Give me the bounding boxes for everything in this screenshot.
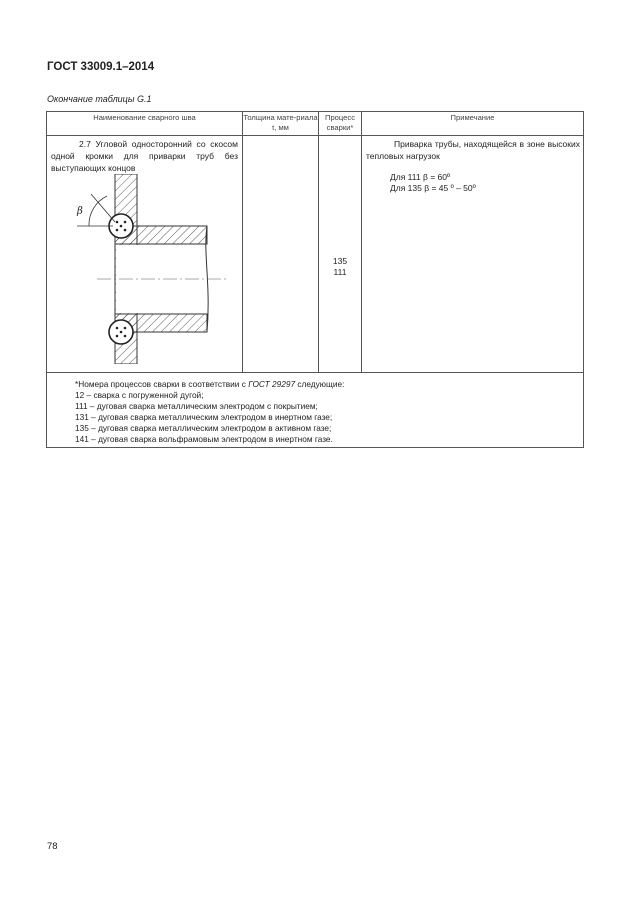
footnote-line: 12 – сварка с погруженной дугой; — [75, 390, 204, 400]
note-angle-111: Для 111 β = 60º — [390, 172, 451, 182]
document-header: ГОСТ 33009.1–2014 — [47, 61, 155, 73]
header-thickness: Толщина мате-риала t, мм — [243, 112, 319, 136]
table-g1 — [46, 111, 584, 448]
table-header-row — [47, 112, 584, 136]
footnote-line: 131 – дуговая сварка металлическим электродом в инертном газе; — [75, 412, 333, 422]
note-angles — [362, 172, 583, 194]
page-number: 78 — [47, 841, 58, 852]
table-row — [47, 136, 584, 373]
thickness-cell — [243, 136, 319, 373]
beta-label: β — [77, 206, 83, 217]
process-value: 135 — [332, 256, 348, 266]
note-main: Приварка трубы, находящейся в зоне высоких тепловых нагрузок — [366, 139, 580, 161]
footnote-line: 111 – дуговая сварка металлическим электродом с покрытием; — [75, 401, 318, 411]
header-weld-name: Наименование сварного шва — [47, 112, 243, 136]
footnote — [47, 373, 583, 447]
footnote-cell — [47, 373, 584, 448]
footnote-line: 135 – дуговая сварка металлическим электродом в активном газе; — [75, 423, 332, 433]
footnote-line: 141 – дуговая сварка вольфрамовым электродом в инертном газе. — [75, 434, 333, 444]
gost-reference: ГОСТ 29297 — [248, 379, 296, 389]
note-angle-135: Для 135 β = 45 º – 50º — [390, 183, 476, 193]
header-note: Примечание — [362, 112, 584, 136]
footnote-intro: *Номера процессов сварки в соответствии с ГОСТ 29297 следующие: — [75, 379, 345, 389]
table-caption: Окончание таблицы G.1 — [47, 94, 152, 104]
footnote-row — [47, 373, 584, 448]
note-cell — [362, 136, 584, 373]
header-process: Процесс сварки* — [319, 112, 362, 136]
weld-name-cell — [47, 136, 243, 373]
weld-drawing — [47, 174, 243, 364]
process-cell — [319, 136, 362, 373]
process-value: 111 — [333, 267, 347, 277]
weld-name-text: 2.7 Угловой односторонний со скосом одной кромки для приварки труб без выступающих концов — [51, 139, 238, 173]
